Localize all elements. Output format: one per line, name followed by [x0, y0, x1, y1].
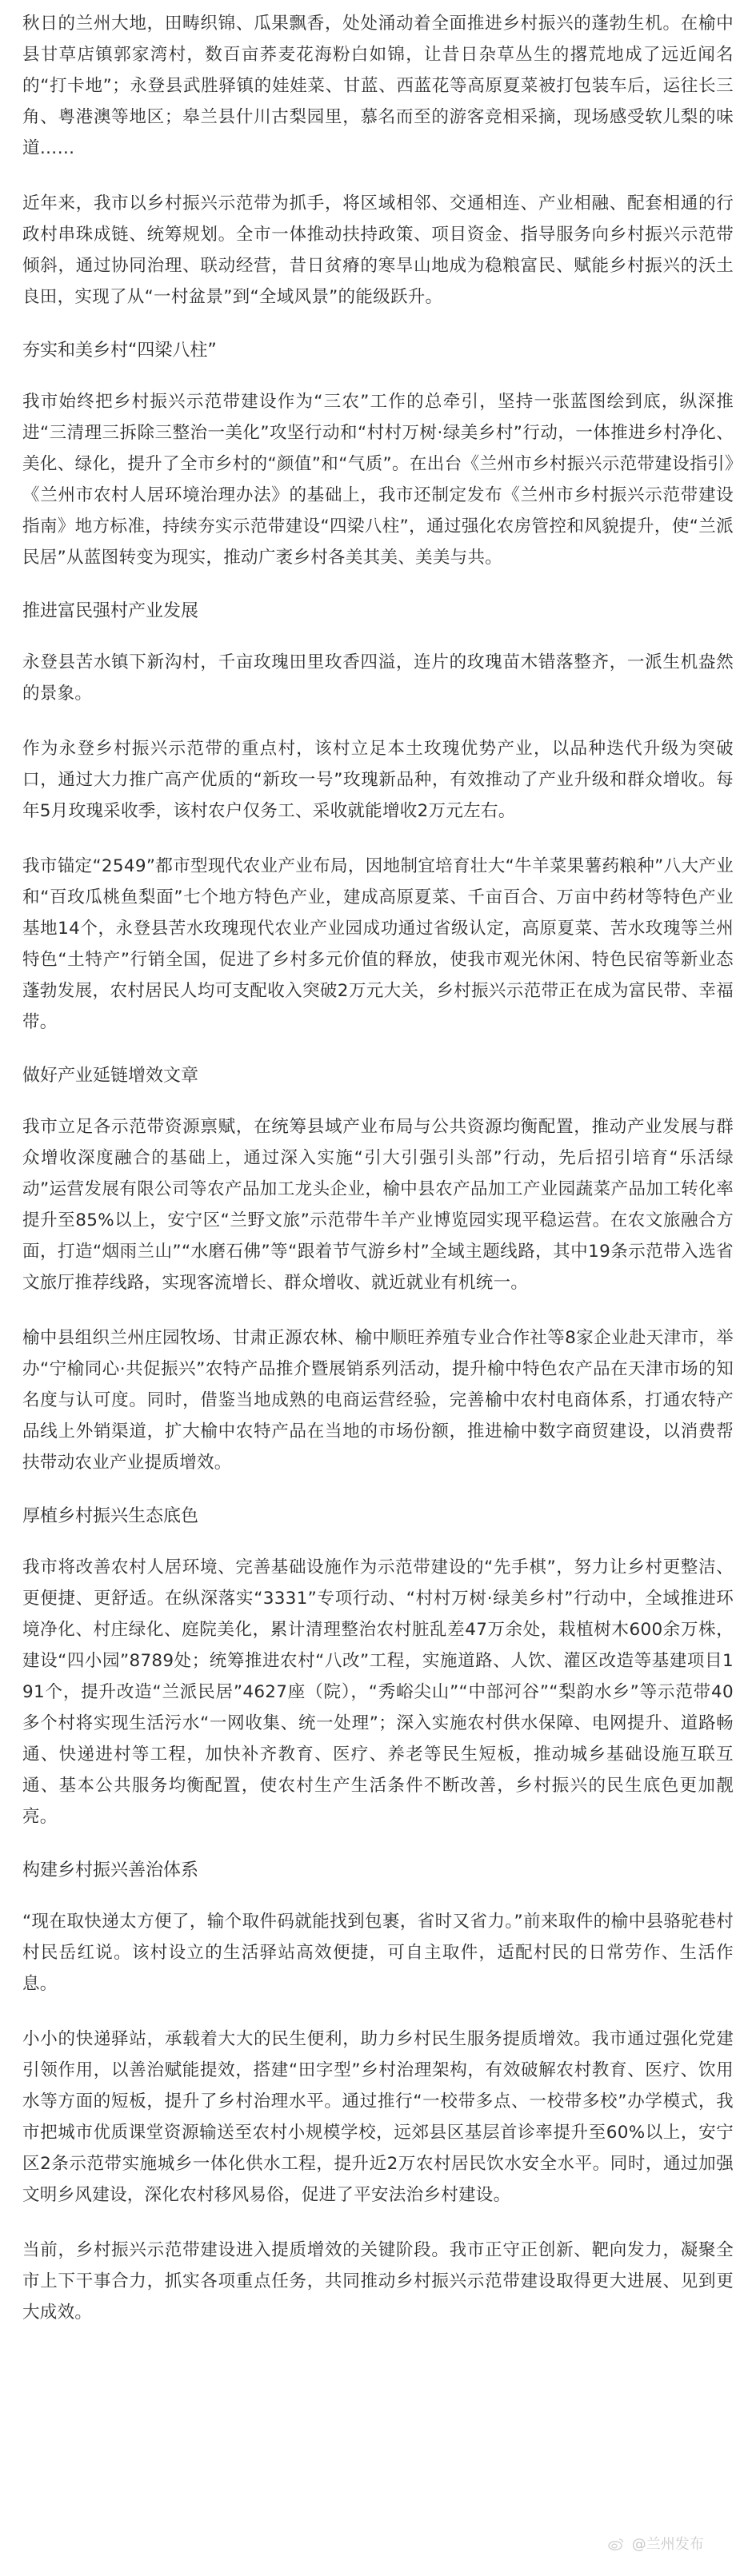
paragraph: “现在取快递太方便了，输个取件码就能找到包裹，省时又省力。”前来取件的榆中县骆驼巷村村民岳红说。该村设立的生活驿站高效便捷，可自主取件，适配村民的日常劳作、生活作息。	[22, 1912, 734, 1994]
paragraph: 小小的快递驿站，承载着大大的民生便利，助力乡村民生服务提质增效。我市通过强化党建引领作用，以善治赋能提效，搭建“田字型”乡村治理架构，有效破解农村教育、医疗、饮用水等方面的短板，提升了乡村治理水平。通过推行“一校带多点、一校带多校”办学模式，我市把城市优质课堂资源输送至农村小规模学校，远郊县区基层首诊率提升至60%以上，安宁区2条示范带实施城乡一体化供水工程，提升近2万农村居民饮水安全水平。同时，通过加强文明乡风建设，深化农村移风易俗，促进了平安法治乡村建设。	[22, 2029, 734, 2205]
paragraph: 秋日的兰州大地，田畴织锦、瓜果飘香，处处涌动着全面推进乡村振兴的蓬勃生机。在榆中县甘草店镇郭家湾村，数百亩荞麦花海粉白如锦，让昔日杂草丛生的撂荒地成了远近闻名的“打卡地”；永登县武胜驿镇的娃娃菜、甘蓝、西蓝花等高原夏菜被打包装车后，运往长三角、粤港澳等地区；皋兰县什川古梨园里，慕名而至的游客竞相采摘，现场感受软儿梨的味道……	[22, 14, 734, 158]
weibo-logo-icon	[608, 2538, 624, 2550]
paragraph: 我市立足各示范带资源禀赋，在统筹县域产业布局与公共资源均衡配置，推动产业发展与群众增收深度融合的基础上，通过深入实施“引大引强引头部”行动，先后招引培育“乐活绿动”运营发展有限公司等农产品加工龙头企业，榆中县农产品加工产业园蔬菜产品加工转化率提升至85%以上，安宁区“兰野文旅”示范带牛羊产业博览园实现平稳运营。在农文旅融合方面，打造“烟雨兰山”“水磨石佛”等“跟着节气游乡村”全域主题线路，其中19条示范带入选省文旅厅推荐线路，实现客流增长、群众增收、就近就业有机统一。	[22, 1117, 734, 1293]
paragraph: 我市始终把乡村振兴示范带建设作为“三农”工作的总牵引，坚持一张蓝图绘到底，纵深推进“三清理三拆除三整治一美化”攻坚行动和“村村万树·绿美乡村”行动，一体推进乡村净化、美化、绿化，提升了全市乡村的“颜值”和“气质”。在出台《兰州市乡村振兴示范带建设指引》《兰州市农村人居环境治理办法》的基础上，我市还制定发布《兰州市乡村振兴示范带建设指南》地方标准，持续夯实示范带建设“四梁八柱”，通过强化农房管控和风貌提升，使“兰派民居”从蓝图转变为现实，推动广袤乡村各美其美、美美与共。	[22, 392, 734, 568]
watermark-text: @兰州发布	[631, 2536, 704, 2553]
paragraph: 我市将改善农村人居环境、完善基础设施作为示范带建设的“先手棋”，努力让乡村更整洁、更便捷、更舒适。在纵深落实“3331”专项行动、“村村万树·绿美乡村”行动中，全域推进环境净化、村庄绿化、庭院美化，累计清理整治农村脏乱差47万余处，栽植树木600余万株，建设“四小园”8789处；统筹推进农村“八改”工程，实施道路、人饮、灌区改造等基建项目191个，提升改造“兰派民居”4627座（院），“秀峪尖山”“中部河谷”“梨韵水乡”等示范带40多个村将实现生活污水“一网收集、统一处理”；深入实施农村供水保障、电网提升、道路畅通、快递进村等工程，加快补齐教育、医疗、养老等民生短板，推动城乡基础设施互联互通、基本公共服务均衡配置，使农村生产生活条件不断改善，乡村振兴的民生底色更加靓亮。	[22, 1557, 734, 1827]
paragraph: 作为永登乡村振兴示范带的重点村，该村立足本土玫瑰优势产业，以品种迭代升级为突破口，通过大力推广高产优质的“新玫一号”玫瑰新品种，有效推动了产业升级和群众增收。每年5月玫瑰采收季，该村农户仅务工、采收就能增收2万元左右。	[22, 739, 734, 821]
paragraph: 近年来，我市以乡村振兴示范带为抓手，将区域相邻、交通相连、产业相融、配套相通的行政村串珠成链、统筹规划。全市一体推动扶持政策、项目资金、指导服务向乡村振兴示范带倾斜，通过协同治理、联动经营，昔日贫瘠的寒旱山地成为稳粮富民、赋能乡村振兴的沃土良田，实现了从“一村盆景”到“全域风景”的能级跃升。	[22, 193, 734, 307]
section-heading: 推进富民强村产业发展	[22, 601, 199, 621]
section-heading: 厚植乡村振兴生态底色	[22, 1506, 199, 1526]
paragraph: 榆中县组织兰州庄园牧场、甘肃正源农林、榆中顺旺养殖专业合作社等8家企业赴天津市，举办“宁榆同心·共促振兴”农特产品推介暨展销系列活动，提升榆中特色农产品在天津市场的知名度与认可度。同时，借鉴当地成熟的电商运营经验，完善榆中农村电商体系，打通农特产品线上外销渠道，扩大榆中农特产品在当地的市场份额，推进榆中数字商贸建设，以消费帮扶带动农业产业提质增效。	[22, 1328, 734, 1473]
section-heading: 夯实和美乡村“四梁八柱”	[22, 341, 217, 361]
weibo-watermark	[608, 2533, 704, 2554]
paragraph: 永登县苦水镇下新沟村，千亩玫瑰田里玫香四溢，连片的玫瑰苗木错落整齐，一派生机盎然的景象。	[22, 652, 734, 704]
section-heading: 做好产业延链增效文章	[22, 1066, 199, 1086]
paragraph: 当前，乡村振兴示范带建设进入提质增效的关键阶段。我市正守正创新、靶向发力，凝聚全市上下干事合力，抓实各项重点任务，共同推动乡村振兴示范带建设取得更大进展、见到更大成效。	[22, 2240, 734, 2323]
section-heading: 构建乡村振兴善治体系	[22, 1860, 199, 1880]
paragraph: 我市锚定“2549”都市型现代农业产业布局，因地制宜培育壮大“牛羊菜果薯药粮种”八大产业和“百玫瓜桃鱼梨面”七个地方特色产业，建成高原夏菜、千亩百合、万亩中药材等特色产业基地14个，永登县苦水玫瑰现代农业产业园成功通过省级认定，高原夏菜、苦水玫瑰等兰州特色“土特产”行销全国，促进了乡村多元价值的释放，使我市观光休闲、特色民宿等新业态蓬勃发展，农村居民人均可支配收入突破2万元大关，乡村振兴示范带正在成为富民带、幸福带。	[22, 856, 734, 1032]
